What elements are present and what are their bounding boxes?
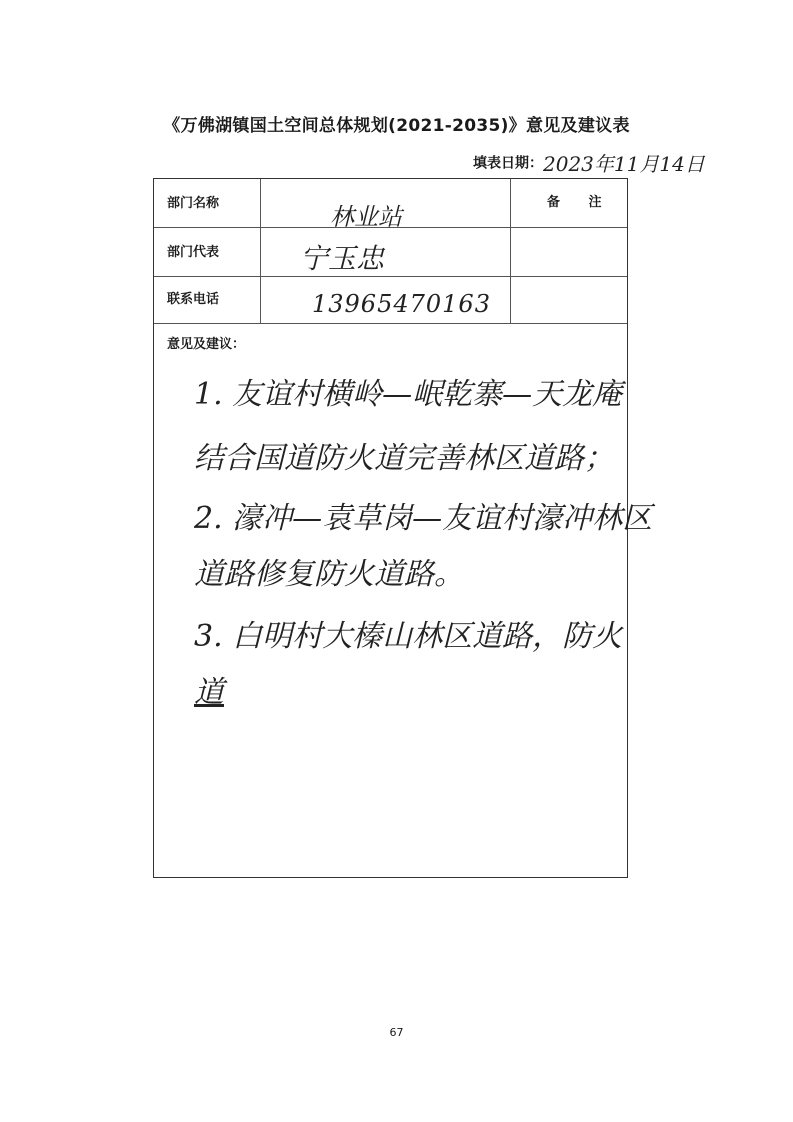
opinion-line: 2. 濠冲—袁草岗—友谊村濠冲林区 <box>194 501 653 536</box>
dept-rep-label: 部门代表 <box>167 245 220 260</box>
opinion-line: 1. 友谊村横岭—岷乾寨—天龙庵 <box>194 377 623 412</box>
form-table <box>153 178 653 878</box>
dept-name-label: 部门名称 <box>167 196 220 211</box>
page-number: 67 <box>389 1026 404 1039</box>
page-title: 《万佛湖镇国土空间总体规划(2021-2035)》意见及建议表 <box>163 116 630 136</box>
fill-date-value: 2023年11月14日 <box>543 152 705 176</box>
opinion-label: 意见及建议： <box>167 337 246 352</box>
dept-rep-value: 宁玉忠 <box>300 242 385 275</box>
remarks-label: 备 注 <box>547 195 614 210</box>
fill-date <box>473 148 705 177</box>
dept-name-value: 林业站 <box>330 203 402 231</box>
column-divider <box>260 179 261 323</box>
opinion-line: 3. 白明村大榛山林区道路，防火 <box>194 619 623 654</box>
opinion-line: 结合国道防火道完善林区道路； <box>194 441 614 476</box>
phone-label: 联系电话 <box>167 292 220 307</box>
fill-date-label: 填表日期： <box>473 155 543 172</box>
column-divider <box>510 179 511 323</box>
phone-value: 13965470163 <box>312 290 491 318</box>
row-divider <box>154 323 627 324</box>
opinion-line: 道路修复防火道路。 <box>194 557 464 592</box>
opinion-line: 道 <box>194 675 224 710</box>
row-divider <box>154 276 627 277</box>
